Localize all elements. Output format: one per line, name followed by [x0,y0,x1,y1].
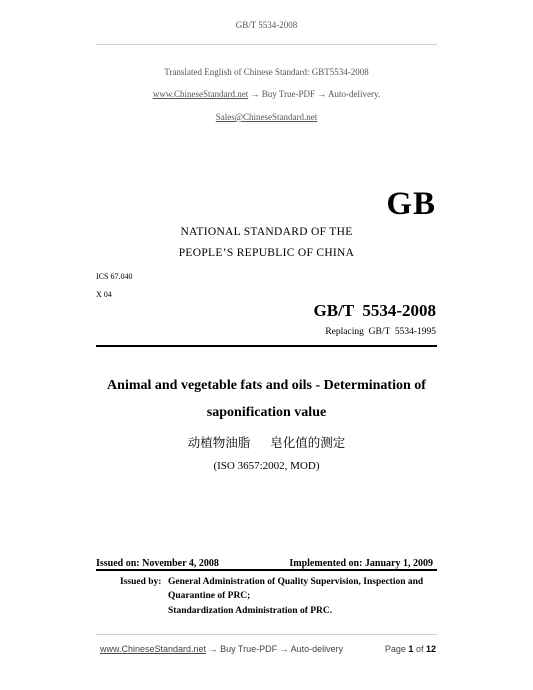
title-divider [96,345,437,347]
issuer-line2: Quarantine of PRC; [168,591,251,601]
running-header: GB/T 5534-2008 [235,20,298,30]
classification-code: X 04 [96,290,112,299]
iso-reference: (ISO 3657:2002, MOD) [213,460,320,472]
translation-note: Translated English of Chinese Standard: GBT5534-2008 [164,67,369,77]
document-title-line2: saponification value [206,405,327,420]
national-standard-line1: NATIONAL STANDARD OF THE [180,226,353,238]
national-standard-line2: PEOPLE’S REPUBLIC OF CHINA [178,247,355,259]
issued-by-label: Issued by: [120,577,162,587]
dates-divider [96,569,437,571]
header-divider [96,44,437,45]
footer-purchase-line [100,644,343,654]
sales-line [0,107,533,125]
footer-divider [96,634,437,635]
implemented-date: Implemented on: January 1, 2009 [289,558,433,569]
site-link[interactable]: www.ChineseStandard.net [152,89,249,99]
issued-date: Issued on: November 4, 2008 [96,558,219,569]
footer-delivery-text: → Buy True-PDF → Auto-delivery [206,644,344,654]
page-indicator [385,644,436,654]
issuer-line3: Standardization Administration of PRC. [168,606,333,616]
page-label: Page [384,644,406,654]
replacing-note: Replacing GB/T 5534-1995 [325,327,436,337]
sales-email-link[interactable]: Sales@ChineseStandard.net [215,112,318,122]
footer-site-link[interactable]: www.ChineseStandard.net [100,644,207,654]
ics-code: ICS 67.040 [96,272,133,281]
chinese-title: 动植物油脂 皂化值的测定 [187,435,346,450]
purchase-line [0,89,533,99]
page-total: 12 [425,644,436,654]
issuer-line1: General Administration of Quality Supervision, Inspection and [168,577,424,587]
delivery-text: → Buy True-PDF → Auto-delivery. [248,89,381,99]
page-of: of [415,644,424,654]
document-title-line1: Animal and vegetable fats and oils - Determination of [107,378,426,393]
standard-number: GB/T 5534-2008 [313,301,436,320]
gb-logo: GB [386,186,436,222]
page-current: 1 [408,644,414,654]
